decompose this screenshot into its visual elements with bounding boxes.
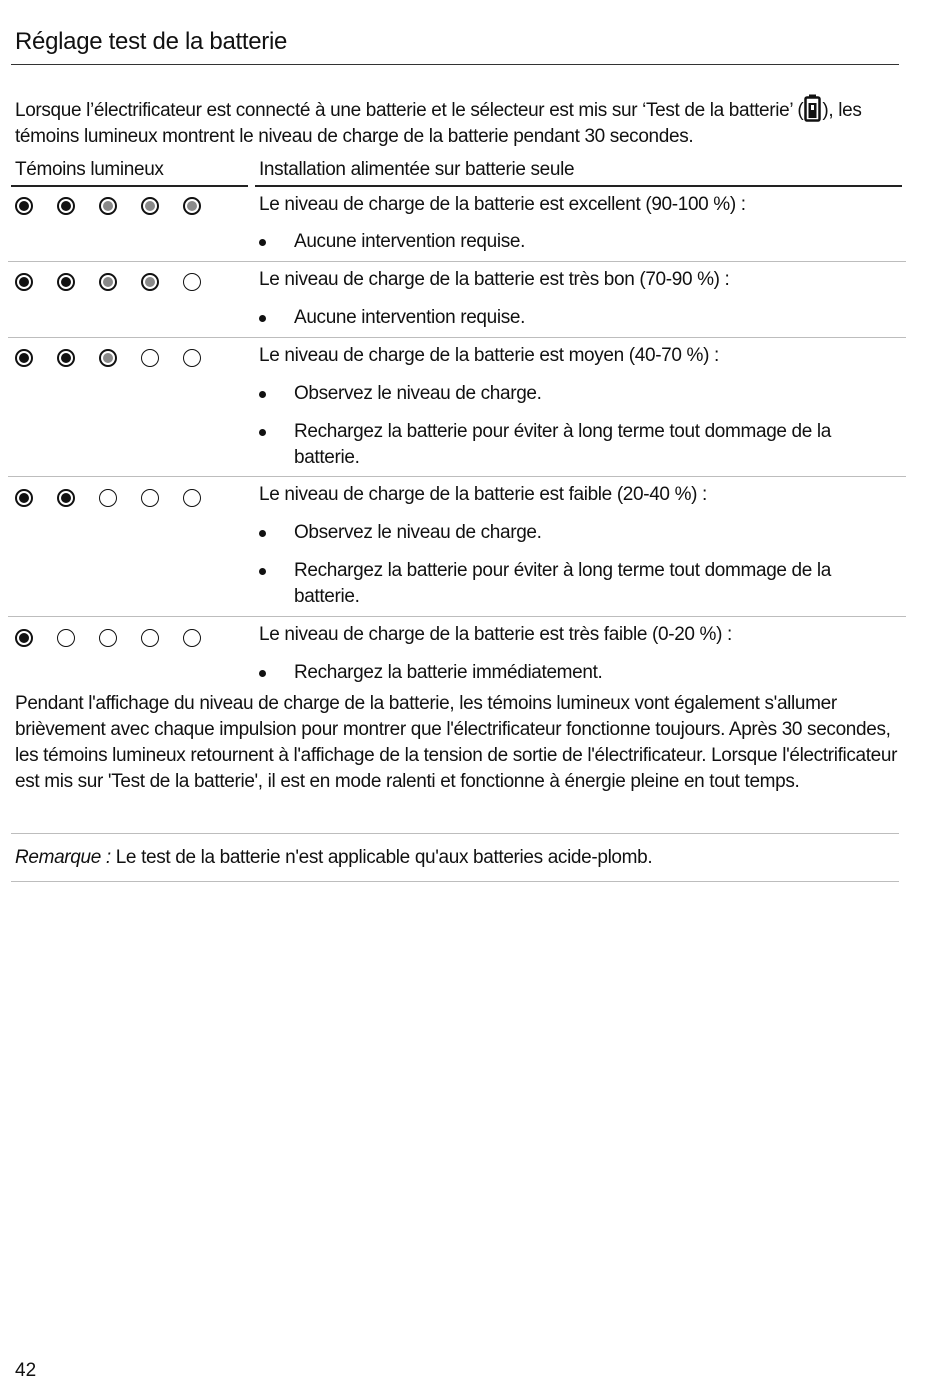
intro-text-start: Lorsque l’électrificateur est connecté à une batterie et le sélecteur est mis sur ‘Test de la batterie’ ( [15,100,804,121]
led-indicator [141,273,159,291]
row-heading: Le niveau de charge de la batterie est faible (20-40 %) : [259,484,707,505]
led-indicator [15,629,33,647]
intro-paragraph [15,94,895,150]
led-indicator [183,273,201,291]
led-indicator [99,489,117,507]
table-header-installation: Installation alimentée sur batterie seule [259,159,575,180]
table-header-rule-right [255,185,902,187]
intro-text-end: ), les témoins lumineux montrent le niveau de charge de la batterie pendant 30 secondes. [15,100,862,147]
list-item-text: Rechargez la batterie pour éviter à long terme tout dommage de la batterie. [294,421,832,468]
title-rule [11,64,899,65]
led-indicator [57,349,75,367]
note-label: Remarque : [15,847,111,868]
led-indicator [99,273,117,291]
table-header-rule-left [11,185,248,187]
led-indicator [15,489,33,507]
bullet-icon [259,530,266,537]
led-indicator [15,197,33,215]
led-indicator [57,489,75,507]
led-indicator [183,489,201,507]
led-indicator [141,349,159,367]
battery-icon [804,94,821,122]
led-indicator [141,629,159,647]
led-indicator [57,629,75,647]
row-heading: Le niveau de charge de la batterie est très faible (0-20 %) : [259,624,732,645]
led-indicator [57,273,75,291]
list-item-text: Aucune intervention requise. [294,307,526,328]
section-title: Réglage test de la batterie [15,28,288,55]
led-indicator [183,629,201,647]
list-item-text: Rechargez la batterie pour éviter à long terme tout dommage de la batterie. [294,560,832,607]
note-text: Le test de la batterie n'est applicable qu'aux batteries acide-plomb. [110,847,653,868]
list-item-text: Rechargez la batterie immédiatement. [294,662,603,683]
page-number: 42 [15,1360,37,1381]
row-divider [8,261,906,262]
list-item-text: Aucune intervention requise. [294,231,526,252]
list-item-text: Observez le niveau de charge. [294,383,542,404]
row-divider [8,476,906,477]
bullet-icon [259,429,266,436]
bullet-icon [259,239,266,246]
bullet-icon [259,315,266,322]
note-rule-bottom [11,881,899,882]
bullet-icon [259,568,266,575]
led-indicator [99,197,117,215]
bullet-icon [259,670,266,677]
led-indicator [99,629,117,647]
row-divider [8,337,906,338]
led-indicator [15,349,33,367]
row-heading: Le niveau de charge de la batterie est très bon (70-90 %) : [259,269,730,290]
row-heading: Le niveau de charge de la batterie est excellent (90-100 %) : [259,194,746,215]
list-item-text: Observez le niveau de charge. [294,522,542,543]
led-indicator [183,349,201,367]
led-indicator [57,197,75,215]
bullet-icon [259,391,266,398]
row-heading: Le niveau de charge de la batterie est moyen (40-70 %) : [259,345,719,366]
after-table-paragraph: Pendant l'affichage du niveau de charge de la batterie, les témoins lumineux vont également s'allumer brièvement avec chaque impulsion pour montrer que l'électrificateur fonctionne toujours. Après 30 secondes, les témoins lumineux retournent à l'affichage de la tension de sortie de l'électrificateur. Lorsque l'électrificateur est mis sur 'Test de la batterie', il est en mode ralenti et fonctionne à énergie pleine en tout temps. [15,693,898,792]
table-header-leds: Témoins lumineux [15,159,164,180]
led-indicator [141,197,159,215]
led-indicator [99,349,117,367]
row-divider [8,616,906,617]
led-indicator [141,489,159,507]
led-indicator [183,197,201,215]
led-indicator [15,273,33,291]
note-rule-top [11,833,899,834]
note [15,845,652,871]
